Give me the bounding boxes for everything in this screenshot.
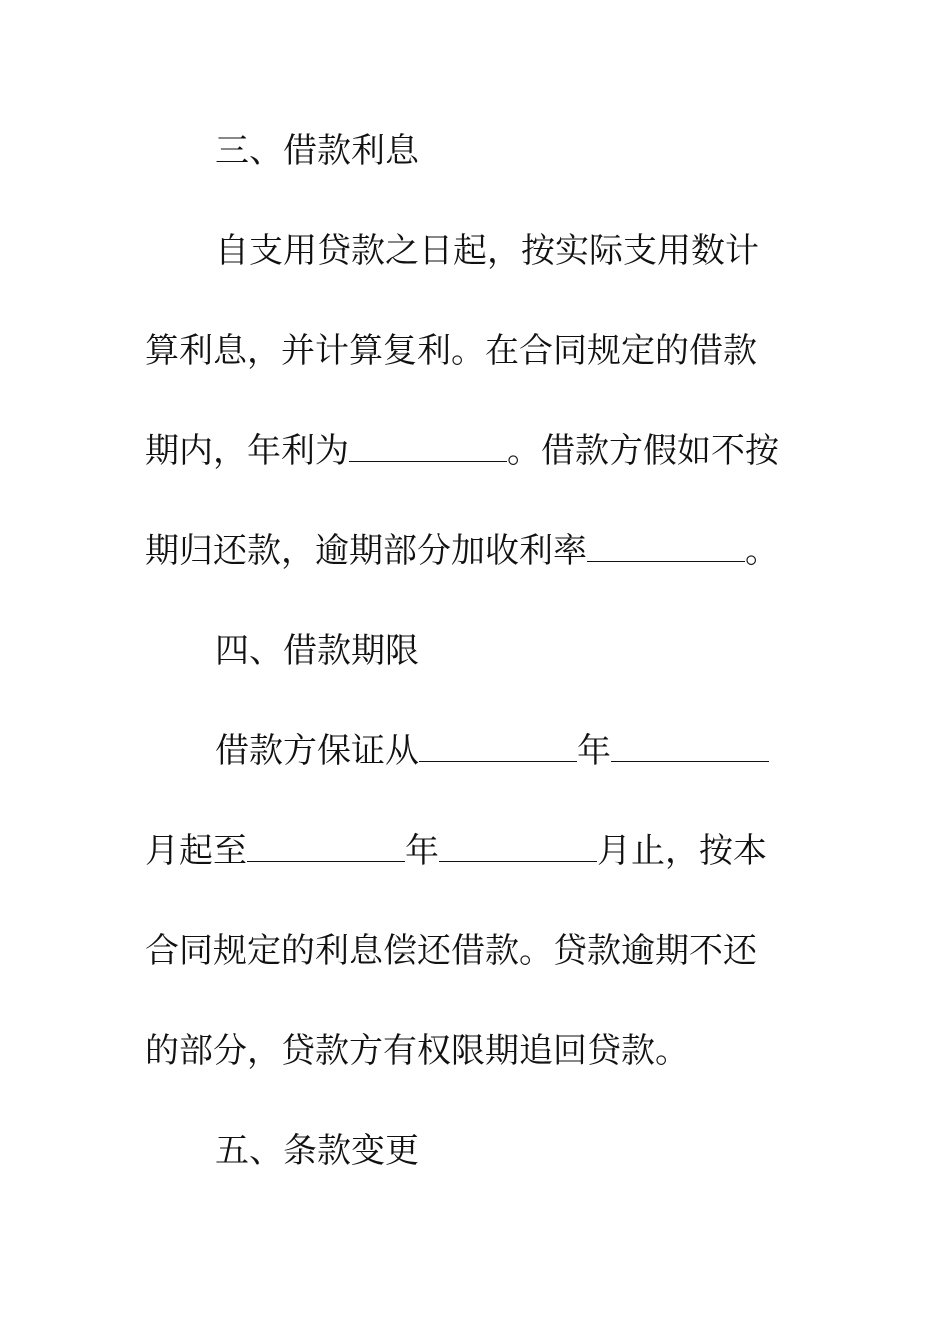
- text-run: 月起至: [145, 831, 247, 871]
- text-run: 自支用贷款之日起，按实际支用数计: [215, 231, 759, 271]
- text-run: 的部分，贷款方有权限期追回贷款。: [145, 1031, 689, 1071]
- text-run: 年: [577, 731, 611, 771]
- text-run: 合同规定的利息偿还借款。贷款逾期不还: [145, 931, 757, 971]
- section-heading-interest: [215, 131, 419, 171]
- fill-in-blank-start-year[interactable]: [419, 731, 577, 762]
- text-run: 算利息，并计算复利。在合同规定的借款: [145, 331, 757, 371]
- fill-in-blank-annual-rate[interactable]: [349, 431, 507, 462]
- paragraph-line: [215, 231, 759, 271]
- text-run: 期内，年利为: [145, 431, 349, 471]
- fill-in-blank-end-year[interactable]: [247, 831, 405, 862]
- paragraph-line: [145, 831, 767, 871]
- section-heading-term: [215, 631, 419, 671]
- heading-text: 四、借款期限: [215, 631, 419, 671]
- heading-text: 五、条款变更: [215, 1131, 419, 1171]
- text-run: 。借款方假如不按: [507, 431, 779, 471]
- text-run: 年: [405, 831, 439, 871]
- text-run: 。: [745, 531, 779, 571]
- fill-in-blank-start-month[interactable]: [611, 731, 769, 762]
- section-heading-amendment: [215, 1131, 419, 1171]
- paragraph-line: [145, 431, 779, 471]
- paragraph-line: [145, 931, 757, 971]
- fill-in-blank-overdue-rate[interactable]: [587, 531, 745, 562]
- fill-in-blank-end-month[interactable]: [439, 831, 597, 862]
- heading-text: 三、借款利息: [215, 131, 419, 171]
- paragraph-line: [215, 731, 769, 771]
- paragraph-line: [145, 331, 757, 371]
- text-run: 月止，按本: [597, 831, 767, 871]
- paragraph-line: [145, 531, 779, 571]
- text-run: 借款方保证从: [215, 731, 419, 771]
- text-run: 期归还款，逾期部分加收利率: [145, 531, 587, 571]
- paragraph-line: [145, 1031, 689, 1071]
